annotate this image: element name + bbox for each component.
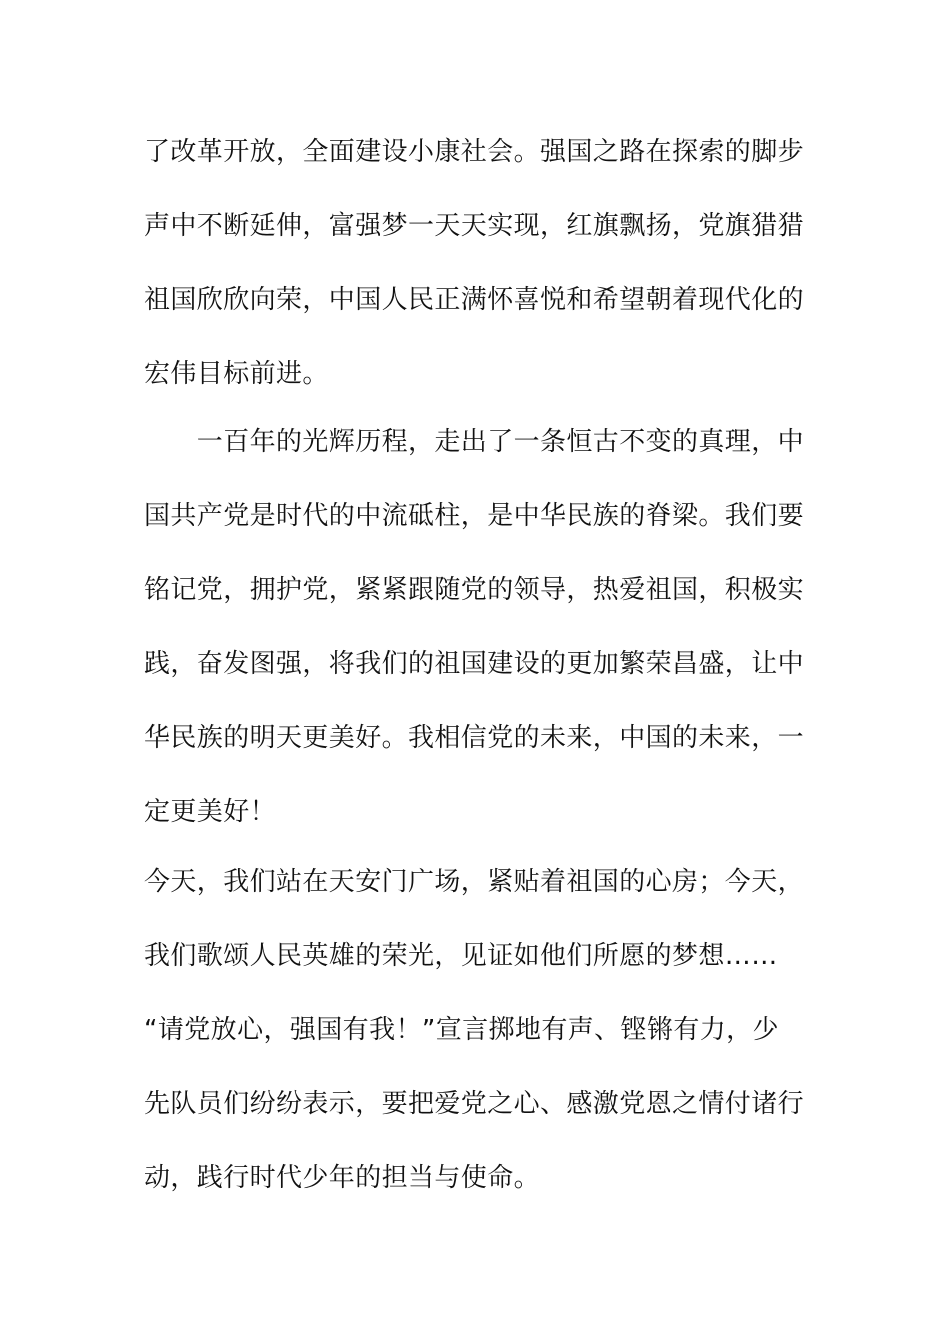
text-line: 践，奋发图强，将我们的祖国建设的更加繁荣昌盛，让中 [144,649,805,679]
text-line: 祖国欣欣向荣，中国人民正满怀喜悦和希望朝着现代化的 [144,285,805,315]
text-line: 铭记党，拥护党，紧紧跟随党的领导，热爱祖国，积极实 [144,575,805,605]
text-line: 国共产党是时代的中流砥柱，是中华民族的脊梁。我们要 [144,501,805,531]
text-line: 定更美好！ [144,797,277,827]
text-line: 我们歌颂人民英雄的荣光，见证如他们所愿的梦想…… [144,941,778,971]
text-line: 宏伟目标前进。 [144,359,329,389]
text-line: 声中不断延伸，富强梦一天天实现，红旗飘扬，党旗猎猎 [144,211,805,241]
text-line: 动，践行时代少年的担当与使命。 [144,1163,541,1193]
text-line: 今天，我们站在天安门广场，紧贴着祖国的心房；今天， [144,867,805,897]
text-line: 先队员们纷纷表示，要把爱党之心、感激党恩之情付诸行 [144,1089,805,1119]
text-line: 了改革开放，全面建设小康社会。强国之路在探索的脚步 [144,137,805,167]
text-line: 一百年的光辉历程，走出了一条恒古不变的真理，中 [144,427,805,457]
text-line: 华民族的明天更美好。我相信党的未来，中国的未来，一 [144,723,805,753]
text-line: “请党放心，强国有我！”宣言掷地有声、铿锵有力，少 [144,1015,779,1045]
